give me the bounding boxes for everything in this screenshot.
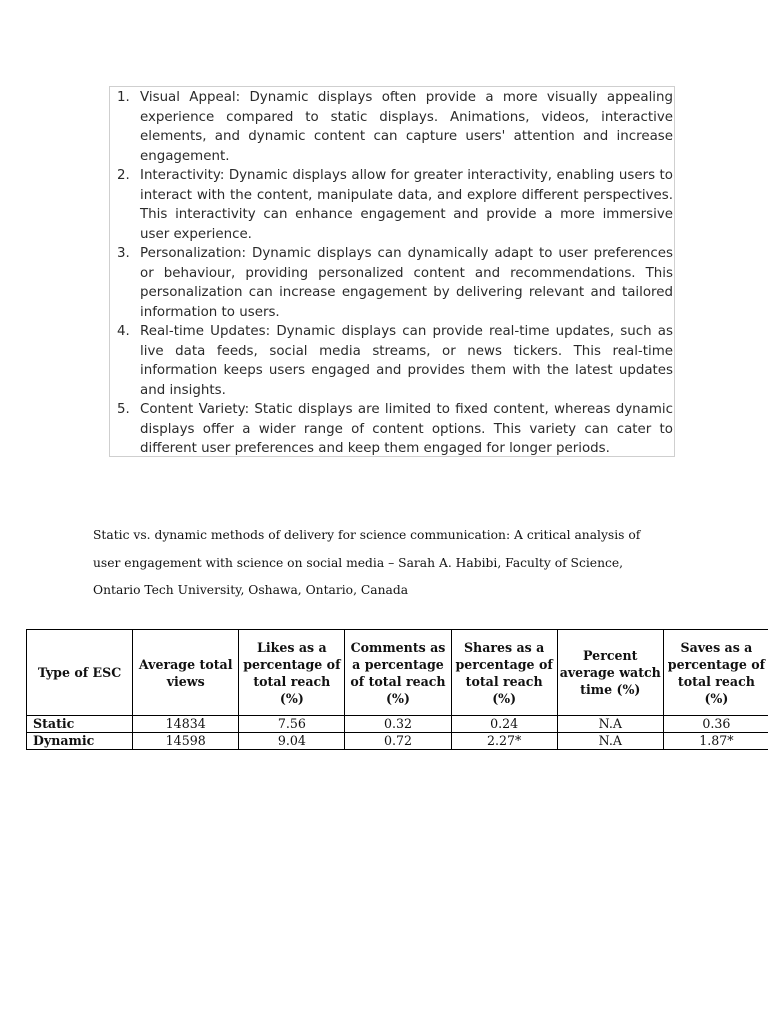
cell-likes: 7.56: [239, 716, 345, 733]
list-item-text: Content Variety: Static displays are limited to fixed content, whereas dynamic displays offer a wider range of content options. This variety can cater to different user preferences and keep them engaged for longer periods.: [140, 402, 673, 456]
cell-likes: 9.04: [239, 733, 345, 750]
cell-views: 14834: [133, 716, 239, 733]
cell-saves: 0.36: [663, 716, 768, 733]
list-item-number: 4.: [117, 324, 130, 339]
citation: [93, 522, 693, 605]
header-saves: Saves as a percentage of total reach (%): [663, 630, 768, 716]
list-item-number: 1.: [117, 90, 130, 105]
header-average-total-views: Average total views: [133, 630, 239, 716]
header-type-of-esc: Type of ESC: [27, 630, 133, 716]
list-item-number: 5.: [117, 402, 130, 417]
cell-shares: 2.27*: [451, 733, 557, 750]
cell-comments: 0.32: [345, 716, 451, 733]
header-watch-time: Percent average watch time (%): [557, 630, 663, 716]
citation-line-2: user engagement with science on social media – Sarah A. Habibi, Faculty of Science,: [93, 555, 624, 570]
engagement-table: [26, 629, 768, 750]
list-item-number: 3.: [117, 246, 130, 261]
header-shares: Shares as a percentage of total reach (%): [451, 630, 557, 716]
table-row: [27, 733, 768, 750]
cell-watch-time: N.A: [557, 716, 663, 733]
cell-shares: 0.24: [451, 716, 557, 733]
benefits-list: [110, 88, 674, 459]
list-item: [110, 166, 674, 244]
cell-views: 14598: [133, 733, 239, 750]
list-item: [110, 322, 674, 400]
list-item: [110, 88, 674, 166]
header-likes: Likes as a percentage of total reach (%): [239, 630, 345, 716]
list-item: [110, 400, 674, 459]
list-item-number: 2.: [117, 168, 130, 183]
list-item-text: Real-time Updates: Dynamic displays can provide real-time updates, such as live data feeds, social media streams, or news tickers. This real-time information keeps users engaged and provides them with the latest updates and insights.: [140, 324, 673, 398]
list-item-text: Interactivity: Dynamic displays allow for greater interactivity, enabling users to interact with the content, manipulate data, and explore different perspectives. This interactivity can enhance engagement and provide a more immersive user experience.: [140, 168, 673, 242]
cell-watch-time: N.A: [557, 733, 663, 750]
table-row: [27, 716, 768, 733]
list-item-text: Personalization: Dynamic displays can dynamically adapt to user preferences or behaviour, providing personalized content and recommendations. This personalization can increase engagement by delivering relevant and tailored information to users.: [140, 246, 673, 320]
cell-type: Dynamic: [27, 733, 133, 750]
header-comments: Comments as a percentage of total reach (%): [345, 630, 451, 716]
citation-line-1: Static vs. dynamic methods of delivery for science communication: A critical analysis of: [93, 528, 641, 542]
list-item-text: Visual Appeal: Dynamic displays often provide a more visually appealing experience compared to static displays. Animations, videos, interactive elements, and dynamic content can capture users' attention and increase engagement.: [140, 90, 673, 164]
citation-line-3: Ontario Tech University, Oshawa, Ontario, Canada: [93, 583, 409, 597]
cell-saves: 1.87*: [663, 733, 768, 750]
list-item: [110, 244, 674, 322]
cell-type: Static: [27, 716, 133, 733]
cell-comments: 0.72: [345, 733, 451, 750]
benefits-list-box: [109, 86, 675, 457]
table-header-row: [27, 630, 768, 716]
